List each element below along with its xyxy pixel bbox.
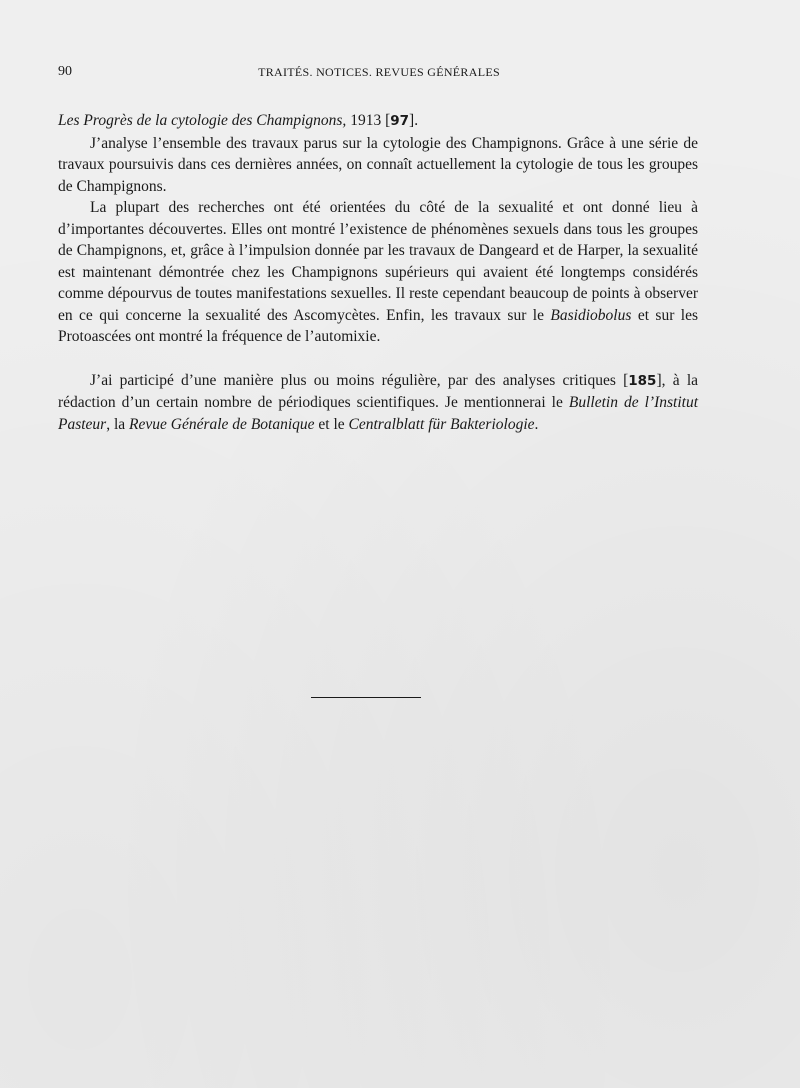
paragraph-2-text-end: et sur les Protoascées ont montré la fréquence de l’automixie.	[58, 306, 699, 345]
section-end-rule	[311, 697, 421, 698]
paragraph-3-italic-bulletin: Bulletin de l’Institut Pasteur	[58, 394, 699, 433]
entry-title	[58, 110, 698, 133]
paragraph-3-ref-number: 185	[628, 372, 657, 389]
page-number: 90	[58, 64, 72, 79]
paragraph-2	[58, 197, 698, 348]
running-title: TRAITÉS. NOTICES. REVUES GÉNÉRALES	[258, 65, 500, 79]
paragraph-3-text-c: , la	[106, 415, 126, 433]
paragraph-3-text-e: .	[534, 415, 539, 433]
entry-ref-close: ].	[409, 112, 419, 129]
entry-ref-open: [	[385, 112, 391, 129]
paragraph-3-text-b: ], à la rédaction d’un certain nombre de périodiques scientifiques. Je mentionnerai le	[58, 371, 698, 411]
page-body	[58, 110, 698, 435]
paragraph-3-italic-revue: Revue Générale de Botanique	[129, 415, 315, 433]
paragraph-1: J’analyse l’ensemble des travaux parus sur la cytologie des Champignons. Grâce à une série de travaux poursuivis dans ces dernières années, on connaît actuellement la cytologie de tous les groupes de Champignons.	[58, 134, 698, 195]
paragraph-3	[58, 370, 698, 436]
paragraph-2-text-start: La plupart des recherches ont été orientées du côté de la sexualité et ont donné lieu à d’importantes découvertes. Elles ont montré l’existence de phénomènes sexuels dans tous les groupes de Champignons, et, grâce à l’impulsion donnée par les travaux de Dangeard et de Harper, la sexualité est maintenant démontrée chez les Champignons supérieurs qui avaient été longtemps considérés comme dépourvus de toutes manifestations sexuelles. Il reste cependant beaucoup de points à observer en ce qui concerne la sexualité des Ascomycètes. Enfin, les travaux sur le	[58, 199, 698, 324]
entry-ref-number: 97	[390, 113, 410, 129]
paragraph-2-italic: Basidiobolus	[550, 306, 632, 324]
entry-year: 1913	[350, 112, 382, 129]
running-head	[58, 64, 700, 84]
paragraph-3-text-d: et le	[318, 415, 345, 433]
paragraph-3-text-a: J’ai participé d’une manière plus ou moins régulière, par des analyses critiques [	[90, 371, 629, 389]
paragraph-3-italic-centralblatt: Centralblatt für Bakteriologie	[348, 415, 535, 433]
entry-title-text: Les Progrès de la cytologie des Champignons,	[58, 112, 347, 129]
